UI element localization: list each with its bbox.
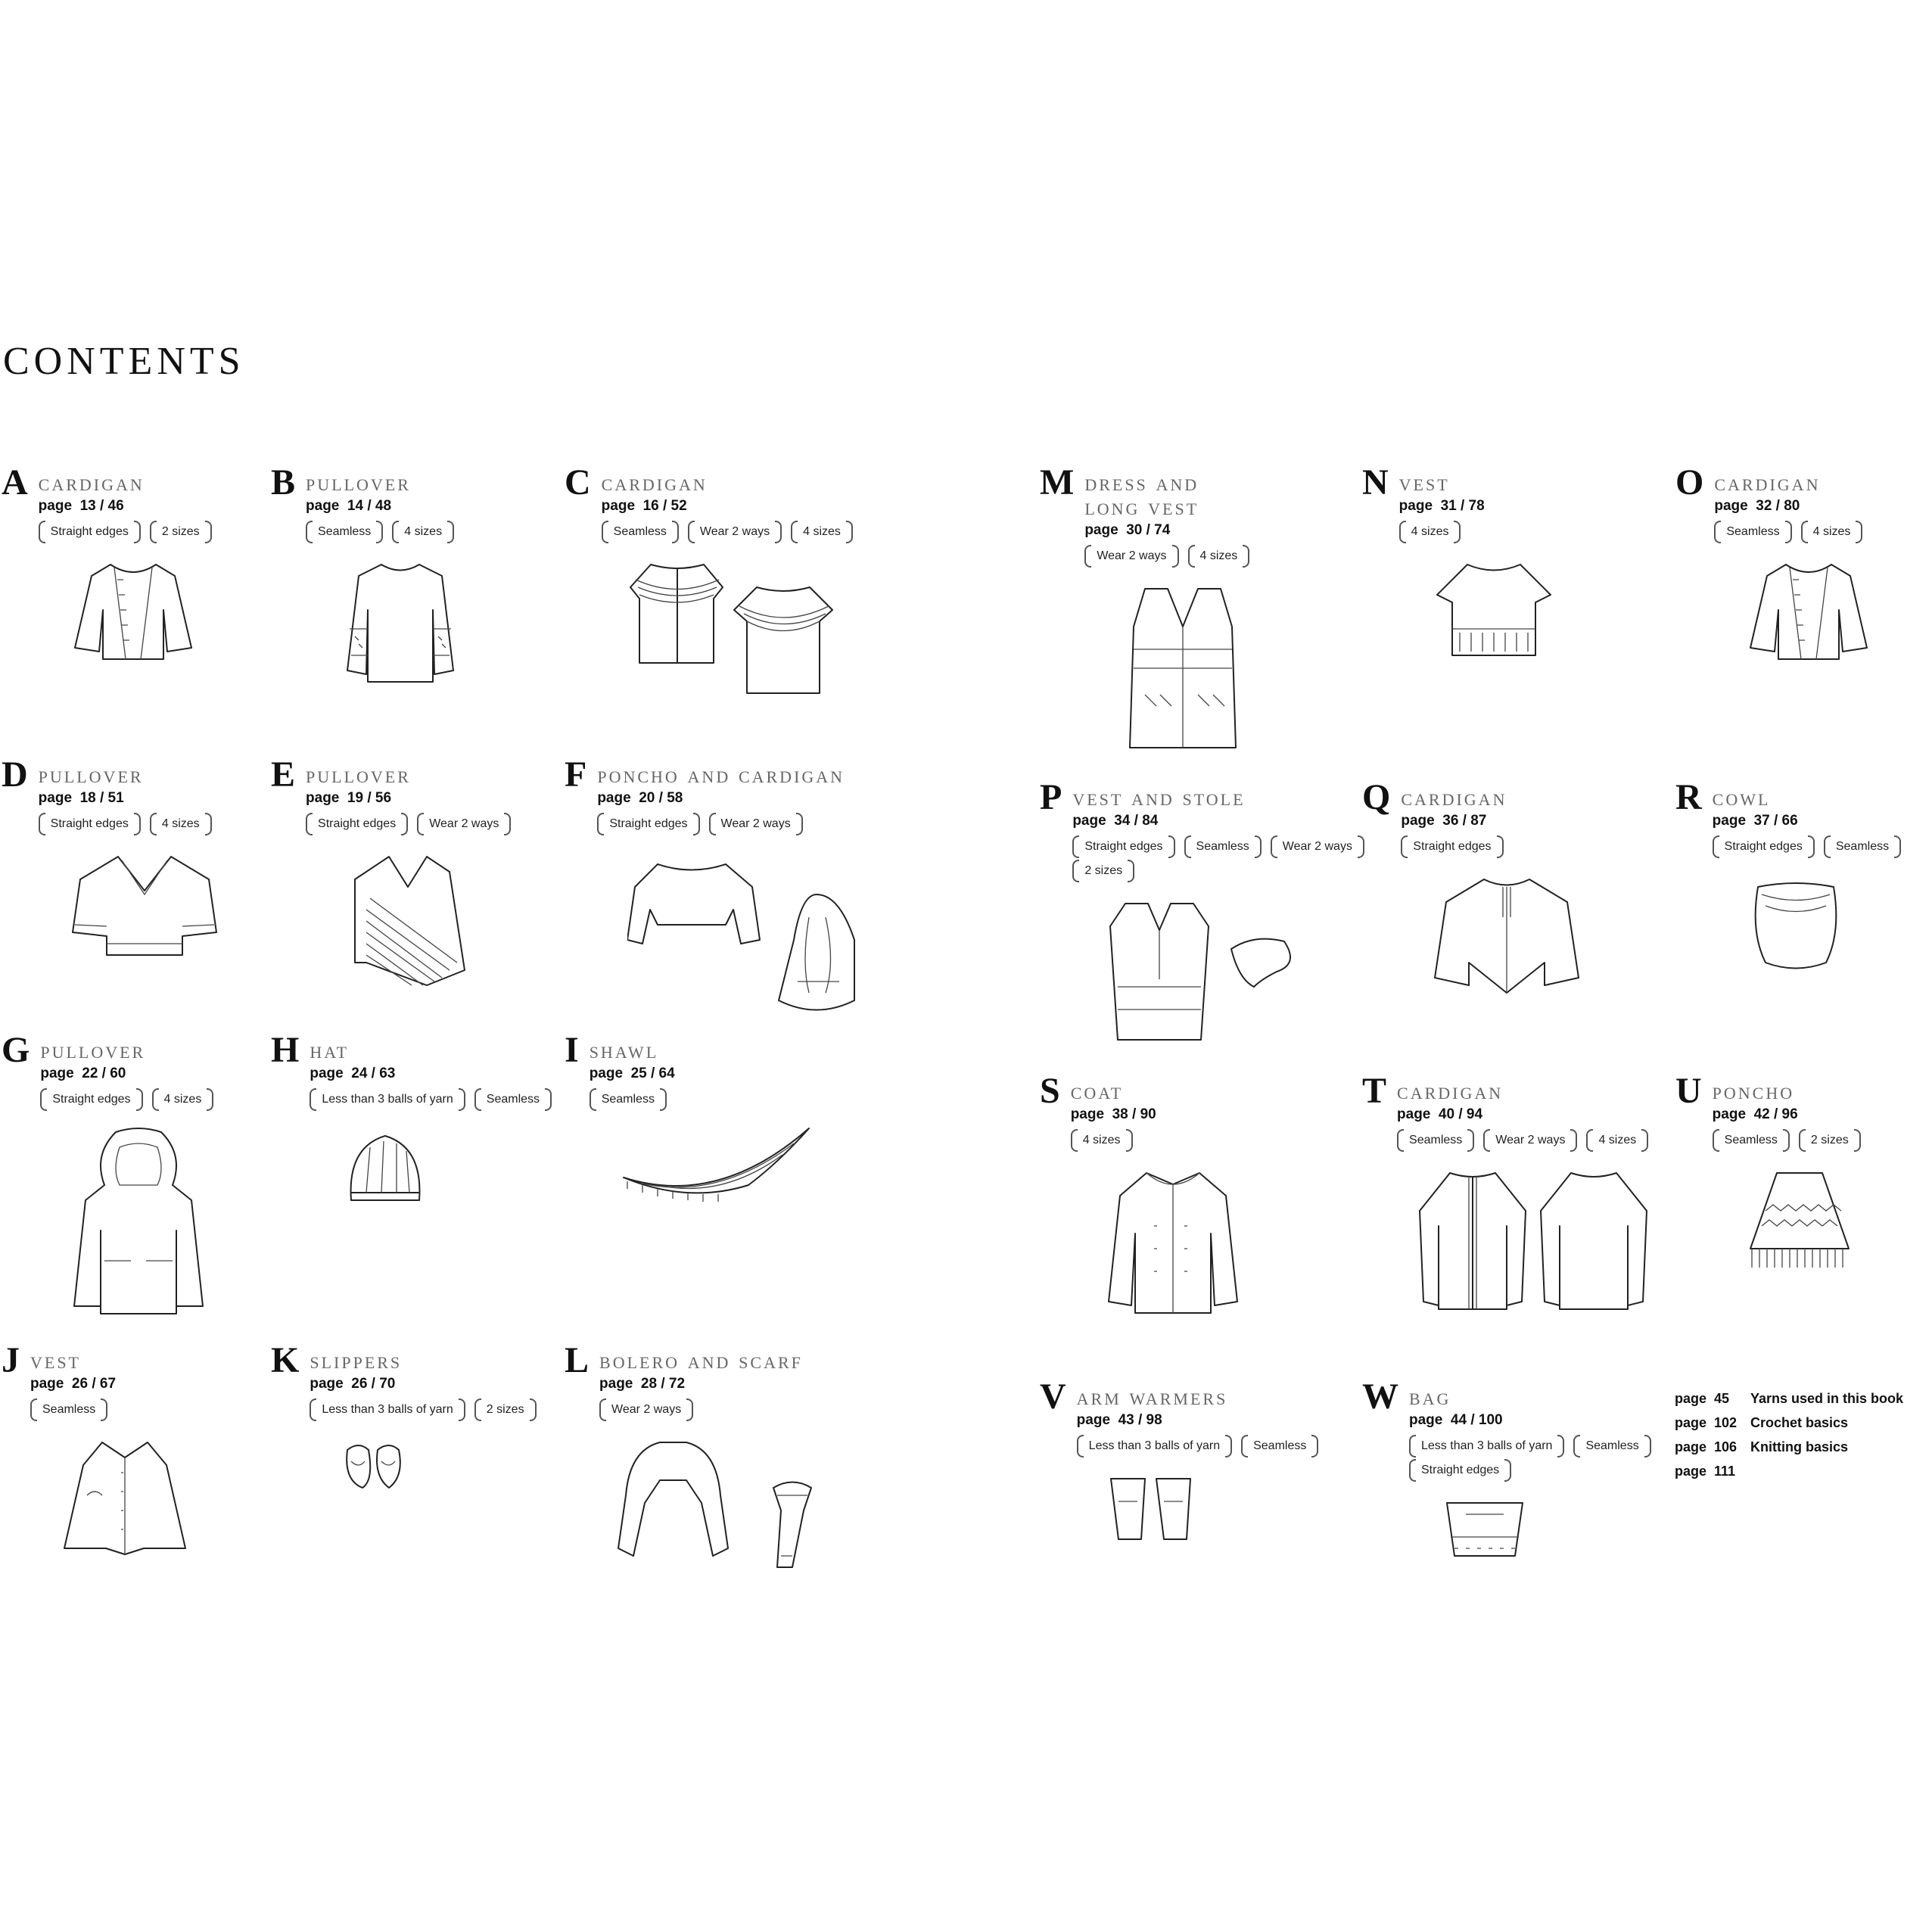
item-header [1040,777,1373,1047]
contents-item[interactable] [271,462,604,686]
item-tags [1409,1436,1695,1480]
boxy-pullover-icon [69,849,220,963]
item-letter: K [271,1340,300,1380]
item-letter: A [2,462,28,502]
hat-icon [340,1125,552,1208]
item-page-ref: page 25 / 64 [589,1066,675,1081]
item-title-line: slippers [310,1347,403,1374]
item-tags [1713,837,1901,857]
item-header [565,1340,898,1579]
yoke-cardigan-icon [617,557,853,701]
item-title-line: hat [310,1037,350,1063]
slippers-icon [340,1435,536,1495]
item-title [590,1038,817,1062]
item-letter: F [565,754,587,795]
item-tags [1072,837,1373,881]
reference-row[interactable] [1675,1391,1903,1407]
item-letter: R [1675,777,1702,817]
item-title [602,471,853,495]
item-title-line: pullover [306,761,411,788]
item-title [39,763,220,787]
tie-cardigan-icon [1431,872,1582,1000]
item-title [1713,1079,1861,1103]
reference-label: Knitting basics [1750,1439,1849,1454]
item-tags [590,1090,817,1109]
item-page-ref: page 26 / 70 [310,1376,396,1392]
contents-item[interactable] [271,1340,604,1495]
reference-list [1675,1391,1903,1488]
cardigan-icon [69,557,212,663]
page-title: CONTENTS [3,340,245,383]
item-tags [310,1400,536,1420]
item-tag: Seamless [1824,837,1901,857]
item-page-ref: page 30 / 74 [1084,522,1171,538]
item-title [39,471,212,495]
item-page-ref: page 18 / 51 [38,790,124,806]
item-page-ref: page 24 / 63 [310,1066,396,1081]
item-tag: 4 sizes [392,522,454,542]
item-letter: U [1675,1071,1702,1111]
item-header [1675,462,1932,663]
item-page-ref: page 16 / 52 [601,498,687,514]
item-page-ref: page 42 / 96 [1712,1106,1798,1122]
item-tag: Less than 3 balls of yarn [310,1400,465,1420]
item-tag: Wear 2 ways [1084,546,1178,566]
item-letter: C [565,462,591,502]
contents-item[interactable] [1362,462,1695,663]
contents-item[interactable] [1040,1071,1373,1317]
item-tag: Straight edges [1713,837,1815,857]
item-page-ref: page 31 / 78 [1398,498,1485,514]
item-tag: 4 sizes [1586,1131,1648,1150]
item-page-ref: page 43 / 98 [1076,1412,1162,1428]
reference-label: Crochet basics [1750,1415,1849,1430]
item-title [310,1038,552,1062]
item-title-line: poncho [1712,1078,1795,1104]
item-tags [39,522,212,542]
item-title-line: bolero and scarf [599,1347,803,1374]
item-tag: Less than 3 balls of yarn [1077,1436,1232,1456]
item-tag: Seamless [306,522,383,542]
contents-item[interactable] [1675,462,1932,663]
item-title-line: bag [1409,1383,1451,1410]
item-tag: 4 sizes [1399,522,1461,542]
item-title [306,471,465,495]
item-tag: Straight edges [1072,837,1174,857]
item-title-line: cardigan [1401,784,1507,810]
contents-item[interactable] [1040,777,1373,1047]
item-title [1397,1079,1654,1103]
item-tag: 4 sizes [152,1090,214,1109]
item-tag: 2 sizes [474,1400,537,1420]
item-tags [1399,522,1558,542]
arm-warmers-icon [1107,1471,1319,1547]
item-title [1399,471,1558,495]
cape-vest-icon [61,1435,189,1563]
item-tags [1714,522,1873,542]
contents-item[interactable] [1362,1071,1695,1317]
item-tags [1397,1131,1654,1150]
item-page-ref: page 26 / 67 [30,1376,117,1392]
item-tag: Straight edges [40,1090,142,1109]
contents-item[interactable] [1675,777,1932,978]
item-header [565,754,898,1023]
item-title [1401,786,1582,810]
item-tag: 4 sizes [791,522,853,542]
item-tags [1084,546,1258,566]
contents-item[interactable] [565,462,898,701]
item-letter: O [1675,462,1704,502]
contents-item[interactable] [1362,1377,1695,1563]
contents-item[interactable] [1362,777,1695,1000]
item-letter: P [1040,777,1062,817]
item-header [1675,1071,1932,1279]
item-page-ref: page 38 / 90 [1070,1106,1156,1122]
item-tag: Straight edges [1401,837,1503,857]
item-header [271,1030,604,1208]
item-title-line: dress and [1084,469,1199,496]
contents-item[interactable] [1675,1071,1932,1279]
striped-pullover-icon [336,849,511,993]
item-tag: Straight edges [39,814,141,834]
reference-row[interactable] [1675,1415,1903,1431]
item-letter: L [565,1340,590,1380]
pullover-icon [336,557,465,686]
item-tags [1713,1131,1861,1150]
item-tag: Seamless [1714,522,1791,542]
item-header [271,754,604,993]
item-letter: T [1362,1071,1387,1111]
raglan-cardigan-icon [1412,1165,1654,1317]
item-page-ref: page 37 / 66 [1712,813,1798,829]
item-tag: Straight edges [597,814,699,834]
item-page-ref: page 44 / 100 [1409,1412,1503,1428]
item-tag: Seamless [590,1090,667,1109]
item-tag: Wear 2 ways [1483,1131,1577,1150]
item-tag: Less than 3 balls of yarn [1409,1436,1564,1456]
item-title [30,1349,189,1373]
cowl-icon [1743,872,1901,978]
item-tag: Seamless [30,1400,107,1420]
item-header [271,1340,604,1495]
bolero-scarf-icon [614,1435,834,1579]
reference-row[interactable] [1675,1439,1903,1455]
item-title-line: vest [1398,469,1450,496]
item-tag: Less than 3 balls of yarn [310,1090,465,1109]
item-page-ref: page 14 / 48 [306,498,392,514]
item-tag: 2 sizes [1799,1131,1861,1150]
item-title-line: cardigan [601,469,708,496]
item-tag: Wear 2 ways [599,1400,693,1420]
item-page-ref: page 40 / 94 [1397,1106,1483,1122]
item-letter: N [1362,462,1389,502]
reference-label: Yarns used in this book [1750,1391,1904,1406]
item-header [1675,777,1932,978]
item-header [1362,777,1695,1000]
item-tag: Wear 2 ways [688,522,782,542]
item-letter: J [2,1340,20,1380]
item-header [1362,462,1695,663]
item-tag: 4 sizes [1188,546,1250,566]
item-header [1040,462,1373,755]
reference-page: page 111 [1675,1464,1736,1479]
item-title [1072,786,1373,810]
item-title [597,763,877,787]
item-title [1713,786,1901,810]
item-page-ref: page 20 / 58 [597,790,683,806]
cardigan-icon [1744,557,1873,663]
item-title [1071,1079,1245,1103]
item-page-ref: page 34 / 84 [1072,813,1159,829]
item-tag: Wear 2 ways [417,814,511,834]
item-tag: Straight edges [1409,1461,1511,1480]
hooded-pullover-icon [70,1125,213,1321]
item-letter: S [1040,1071,1060,1111]
item-title [310,1349,536,1373]
reference-row[interactable] [1675,1464,1903,1479]
item-title-line: long vest [1084,493,1199,520]
item-tags [40,1090,213,1109]
item-letter: Q [1362,777,1391,817]
item-title [40,1038,213,1062]
contents-item[interactable] [1040,462,1373,755]
item-page-ref: page 32 / 80 [1714,498,1800,514]
item-header [1362,1071,1695,1317]
item-tag: Seamless [1573,1436,1650,1456]
item-title-line: coat [1070,1078,1124,1104]
item-tag: 2 sizes [150,522,212,542]
item-tag: Seamless [1241,1436,1318,1456]
reference-page: page 45 [1675,1391,1730,1406]
item-header [1362,1377,1695,1563]
item-tag: Seamless [1184,837,1262,857]
poncho-cardigan-icon [627,849,877,1023]
item-title-line: shawl [589,1037,659,1063]
item-tag: Straight edges [39,522,141,542]
item-title [1409,1385,1695,1409]
item-letter: D [2,754,28,795]
vest-stole-icon [1103,896,1373,1047]
item-tags [306,814,511,834]
item-letter: G [2,1030,30,1070]
item-tag: 4 sizes [150,814,212,834]
reference-page: page 106 [1675,1439,1738,1454]
contents-item[interactable] [1040,1377,1373,1547]
coat-icon [1101,1165,1245,1317]
item-title-line: cardigan [1397,1078,1504,1104]
contents-item[interactable] [565,1340,898,1579]
item-tags [306,522,465,542]
item-header [1040,1071,1373,1317]
item-tag: 4 sizes [1801,522,1863,542]
item-title [599,1349,834,1373]
item-tags [39,814,220,834]
item-header [1040,1377,1373,1547]
item-tag: Seamless [602,522,679,542]
bag-icon [1439,1495,1695,1563]
item-page-ref: page 28 / 72 [599,1376,686,1392]
item-title [306,763,511,787]
item-letter: W [1362,1377,1398,1417]
item-tag: Seamless [474,1090,552,1109]
item-title-line: pullover [306,469,411,496]
item-header [271,462,604,686]
item-page-ref: page 13 / 46 [38,498,124,514]
item-title-line: pullover [40,1037,146,1063]
vest-icon [1430,557,1558,663]
item-title-line: vest and stole [1072,784,1246,810]
item-tags [310,1090,552,1109]
item-title-line: cardigan [1714,469,1821,496]
contents-item[interactable] [565,1030,898,1215]
item-header [565,462,898,701]
item-page-ref: page 36 / 87 [1401,813,1487,829]
item-tags [602,522,853,542]
item-letter: V [1040,1377,1066,1417]
contents-item[interactable] [565,754,898,1023]
contents-item[interactable] [271,754,604,993]
item-title-line: poncho and cardigan [597,761,845,788]
item-tags [1077,1436,1319,1456]
item-letter: B [271,462,296,502]
item-title-line: pullover [38,761,144,788]
item-letter: H [271,1030,300,1070]
item-tags [30,1400,189,1420]
item-tags [597,814,877,834]
poncho-icon [1743,1165,1861,1279]
item-letter: M [1040,462,1075,502]
item-page-ref: page 19 / 56 [306,790,392,806]
item-tag: Straight edges [306,814,408,834]
item-tag: Wear 2 ways [709,814,803,834]
item-tags [1401,837,1582,857]
item-title [1714,471,1873,495]
item-tags [599,1400,834,1420]
item-title-line: cowl [1712,784,1771,810]
item-tag: Wear 2 ways [1271,837,1364,857]
item-title [1084,471,1258,519]
item-tag: 4 sizes [1071,1131,1133,1150]
shawl-icon [620,1125,817,1215]
item-letter: I [565,1030,579,1070]
item-tag: Seamless [1713,1131,1790,1150]
reference-page: page 102 [1675,1415,1738,1430]
long-vest-icon [1115,581,1258,755]
item-page-ref: page 22 / 60 [40,1066,126,1081]
item-tags [1071,1131,1245,1150]
item-tag: Seamless [1397,1131,1474,1150]
item-title [1077,1385,1319,1409]
item-title-line: cardigan [38,469,145,496]
item-letter: E [271,754,296,795]
contents-item[interactable] [271,1030,604,1208]
item-tag: 2 sizes [1072,861,1134,881]
item-title-line: vest [30,1347,81,1374]
item-header [565,1030,898,1215]
item-title-line: arm warmers [1076,1383,1228,1410]
